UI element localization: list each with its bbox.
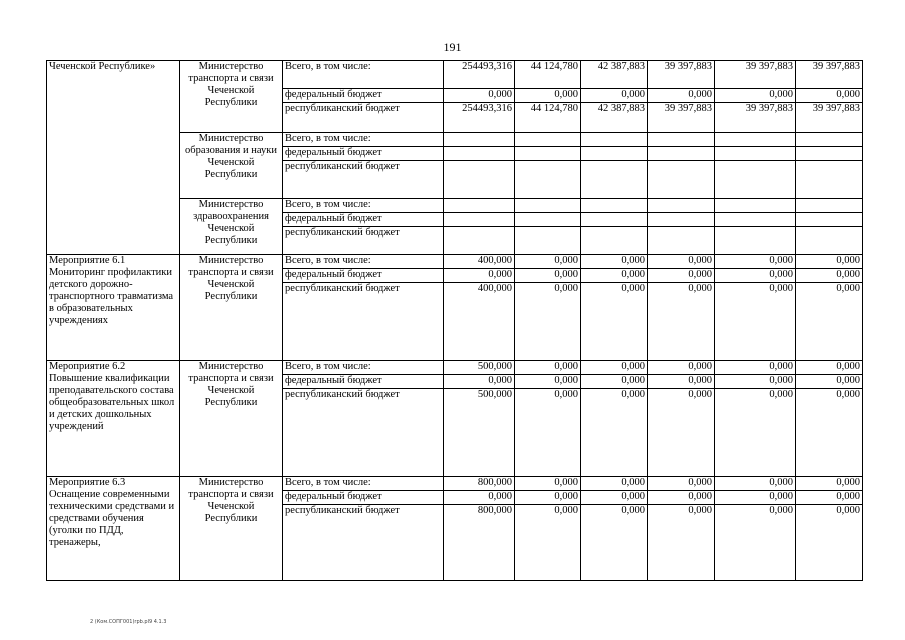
amount-cell: 500,000: [444, 389, 515, 477]
amount-cell: 0,000: [648, 375, 715, 389]
amount-cell: [648, 161, 715, 199]
amount-cell: [581, 213, 648, 227]
funding-source-cell: Всего, в том числе:: [283, 133, 444, 147]
amount-cell: 0,000: [796, 477, 863, 491]
amount-cell: 254493,316: [444, 61, 515, 89]
amount-cell: 0,000: [581, 283, 648, 361]
amount-cell: 0,000: [515, 477, 581, 491]
funding-source-cell: Всего, в том числе:: [283, 61, 444, 89]
amount-cell: 44 124,780: [515, 103, 581, 133]
event-name-cell: Мероприятие 6.3 Оснащение современными техническими средствами и средствами обучения (уголки по ПДД, тренажеры,: [47, 477, 180, 581]
amount-cell: 0,000: [515, 375, 581, 389]
amount-cell: 0,000: [796, 361, 863, 375]
amount-cell: 0,000: [648, 389, 715, 477]
amount-cell: 800,000: [444, 505, 515, 581]
amount-cell: [796, 161, 863, 199]
amount-cell: 42 387,883: [581, 61, 648, 89]
event-name-cell: Мероприятие 6.2 Повышение квалификации преподавательского состава общеобразовательных школ и детских дошкольных учреждений: [47, 361, 180, 477]
table-row: [47, 477, 863, 491]
funding-source-cell: федеральный бюджет: [283, 213, 444, 227]
amount-cell: [796, 227, 863, 255]
amount-cell: 39 397,883: [715, 61, 796, 89]
amount-cell: 0,000: [581, 375, 648, 389]
amount-cell: 0,000: [581, 491, 648, 505]
budget-table: [46, 60, 863, 581]
amount-cell: 0,000: [515, 269, 581, 283]
funding-source-cell: федеральный бюджет: [283, 491, 444, 505]
amount-cell: [796, 199, 863, 213]
amount-cell: 0,000: [715, 89, 796, 103]
funding-source-cell: республиканский бюджет: [283, 283, 444, 361]
amount-cell: [648, 133, 715, 147]
amount-cell: 0,000: [515, 361, 581, 375]
funding-source-cell: республиканский бюджет: [283, 103, 444, 133]
amount-cell: [581, 147, 648, 161]
amount-cell: 0,000: [581, 255, 648, 269]
event-name-cell: Чеченской Республике»: [47, 61, 180, 255]
amount-cell: 0,000: [796, 255, 863, 269]
amount-cell: 42 387,883: [581, 103, 648, 133]
amount-cell: 39 397,883: [796, 103, 863, 133]
amount-cell: 0,000: [715, 283, 796, 361]
amount-cell: 0,000: [581, 361, 648, 375]
amount-cell: [648, 147, 715, 161]
amount-cell: 0,000: [581, 89, 648, 103]
amount-cell: 0,000: [515, 255, 581, 269]
amount-cell: [444, 147, 515, 161]
amount-cell: [796, 133, 863, 147]
amount-cell: [715, 213, 796, 227]
amount-cell: 0,000: [515, 389, 581, 477]
amount-cell: 500,000: [444, 361, 515, 375]
amount-cell: 0,000: [715, 477, 796, 491]
executor-cell: Министерство транспорта и связи Чеченской Республики: [180, 477, 283, 581]
amount-cell: 39 397,883: [715, 103, 796, 133]
amount-cell: [515, 213, 581, 227]
executor-cell: Министерство образования и науки Чеченской Республики: [180, 133, 283, 199]
funding-source-cell: Всего, в том числе:: [283, 477, 444, 491]
table-row: [47, 61, 863, 89]
amount-cell: [715, 133, 796, 147]
amount-cell: 0,000: [648, 505, 715, 581]
executor-cell: Министерство транспорта и связи Чеченской Республики: [180, 361, 283, 477]
amount-cell: 400,000: [444, 255, 515, 269]
amount-cell: 0,000: [796, 389, 863, 477]
funding-source-cell: республиканский бюджет: [283, 161, 444, 199]
amount-cell: 0,000: [444, 269, 515, 283]
amount-cell: 0,000: [715, 269, 796, 283]
amount-cell: [444, 161, 515, 199]
funding-source-cell: Всего, в том числе:: [283, 199, 444, 213]
amount-cell: [515, 161, 581, 199]
amount-cell: 0,000: [648, 269, 715, 283]
amount-cell: 0,000: [581, 477, 648, 491]
amount-cell: [515, 199, 581, 213]
amount-cell: [648, 213, 715, 227]
executor-cell: Министерство транспорта и связи Чеченской Республики: [180, 61, 283, 133]
amount-cell: 0,000: [444, 375, 515, 389]
amount-cell: 0,000: [796, 283, 863, 361]
funding-source-cell: Всего, в том числе:: [283, 361, 444, 375]
amount-cell: 0,000: [515, 505, 581, 581]
amount-cell: [444, 227, 515, 255]
amount-cell: 0,000: [648, 477, 715, 491]
amount-cell: 0,000: [796, 89, 863, 103]
table-row: [47, 361, 863, 375]
amount-cell: 0,000: [444, 491, 515, 505]
footer-code: 2 (Ком.СОПГ001)rpb.pl9 4.1.3: [90, 619, 167, 625]
amount-cell: 254493,316: [444, 103, 515, 133]
amount-cell: 0,000: [648, 89, 715, 103]
amount-cell: 0,000: [648, 283, 715, 361]
amount-cell: 0,000: [715, 505, 796, 581]
funding-source-cell: федеральный бюджет: [283, 147, 444, 161]
funding-source-cell: Всего, в том числе:: [283, 255, 444, 269]
amount-cell: 39 397,883: [796, 61, 863, 89]
amount-cell: 0,000: [648, 255, 715, 269]
funding-source-cell: республиканский бюджет: [283, 389, 444, 477]
funding-source-cell: федеральный бюджет: [283, 269, 444, 283]
amount-cell: [444, 213, 515, 227]
amount-cell: 0,000: [648, 491, 715, 505]
amount-cell: 0,000: [515, 283, 581, 361]
amount-cell: [581, 161, 648, 199]
page-number: 191: [443, 40, 462, 54]
amount-cell: 0,000: [715, 491, 796, 505]
amount-cell: [796, 147, 863, 161]
amount-cell: 0,000: [648, 361, 715, 375]
amount-cell: [581, 133, 648, 147]
amount-cell: [648, 227, 715, 255]
amount-cell: 0,000: [515, 491, 581, 505]
funding-source-cell: республиканский бюджет: [283, 227, 444, 255]
amount-cell: [444, 133, 515, 147]
amount-cell: 0,000: [796, 505, 863, 581]
amount-cell: [796, 213, 863, 227]
executor-cell: Министерство транспорта и связи Чеченской Республики: [180, 255, 283, 361]
amount-cell: 0,000: [715, 361, 796, 375]
amount-cell: [515, 227, 581, 255]
amount-cell: 0,000: [715, 375, 796, 389]
table-row: [47, 255, 863, 269]
amount-cell: 39 397,883: [648, 103, 715, 133]
amount-cell: [581, 227, 648, 255]
funding-source-cell: федеральный бюджет: [283, 375, 444, 389]
amount-cell: 0,000: [796, 491, 863, 505]
amount-cell: 800,000: [444, 477, 515, 491]
amount-cell: 0,000: [581, 269, 648, 283]
amount-cell: 0,000: [444, 89, 515, 103]
amount-cell: [715, 199, 796, 213]
amount-cell: [648, 199, 715, 213]
amount-cell: 0,000: [581, 505, 648, 581]
amount-cell: 0,000: [715, 389, 796, 477]
amount-cell: 0,000: [515, 89, 581, 103]
amount-cell: [515, 133, 581, 147]
amount-cell: [515, 147, 581, 161]
amount-cell: [715, 227, 796, 255]
amount-cell: [581, 199, 648, 213]
amount-cell: 39 397,883: [648, 61, 715, 89]
event-name-cell: Мероприятие 6.1 Мониторинг профилактики детского дорожно-транспортного травматизма в образовательных учреждениях: [47, 255, 180, 361]
amount-cell: [444, 199, 515, 213]
amount-cell: [715, 147, 796, 161]
amount-cell: 0,000: [796, 269, 863, 283]
amount-cell: 0,000: [581, 389, 648, 477]
amount-cell: 0,000: [715, 255, 796, 269]
amount-cell: 0,000: [796, 375, 863, 389]
amount-cell: 44 124,780: [515, 61, 581, 89]
funding-source-cell: федеральный бюджет: [283, 89, 444, 103]
amount-cell: 400,000: [444, 283, 515, 361]
amount-cell: [715, 161, 796, 199]
funding-source-cell: республиканский бюджет: [283, 505, 444, 581]
executor-cell: Министерство здравоохранения Чеченской Республики: [180, 199, 283, 255]
